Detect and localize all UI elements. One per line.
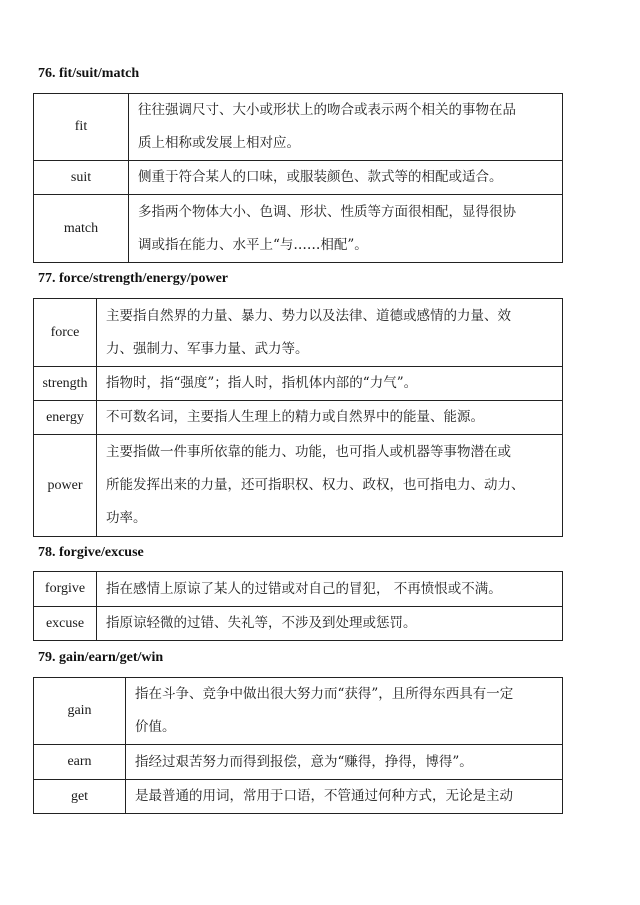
definition-line: 力、强制力、军事力量、武力等。: [106, 340, 309, 357]
table-row: [34, 745, 563, 780]
table-row: [34, 299, 563, 367]
definition-cell: [126, 780, 563, 814]
term-cell: force: [34, 299, 97, 367]
table-row: [34, 435, 563, 537]
definition-cell: [97, 572, 563, 607]
term-cell: strength: [34, 367, 97, 401]
definition-line: 质上相称或发展上相对应。: [138, 135, 300, 151]
term-cell: energy: [34, 401, 97, 435]
definition-cell: [97, 367, 563, 401]
table-row: [34, 780, 563, 814]
term-cell: match: [34, 195, 129, 263]
definition-line: 主要指自然界的力量、暴力、势力以及法律、道德或感情的力量、效: [106, 307, 511, 324]
definition-line: 指物时，指“强度”；指人时，指机体内部的“力气”。: [106, 375, 418, 391]
term-cell: gain: [34, 678, 126, 745]
definition-table: [33, 571, 563, 641]
table-row: [34, 401, 563, 435]
section-title: 76. fit/suit/match: [38, 66, 140, 81]
definition-cell: [126, 678, 563, 745]
definition-cell: [97, 607, 563, 641]
term-cell: suit: [34, 161, 129, 195]
section-title: 78. forgive/excuse: [38, 545, 144, 560]
definition-line: 指在感情上原谅了某人的过错或对自己的冒犯， 不再愤恨或不满。: [106, 580, 502, 597]
table-row: [34, 678, 563, 745]
term-cell: power: [34, 435, 97, 537]
definition-line: 价值。: [135, 719, 176, 735]
definition-cell: [97, 401, 563, 435]
definition-cell: [129, 161, 563, 195]
term-cell: fit: [34, 94, 129, 161]
definition-line: 多指两个物体大小、色调、形状、性质等方面很相配，显得很协: [138, 203, 516, 220]
definition-line: 往往强调尺寸、大小或形状上的吻合或表示两个相关的事物在品: [138, 102, 516, 118]
table-row: [34, 572, 563, 607]
definition-line: 不可数名词，主要指人生理上的精力或自然界中的能量、能源。: [106, 409, 484, 425]
term-cell: earn: [34, 745, 126, 780]
definition-line: 功率。: [106, 510, 147, 526]
table-row: [34, 195, 563, 263]
definition-cell: [129, 195, 563, 263]
definition-line: 是最普通的用词，常用于口语，不管通过何种方式，无论是主动: [135, 788, 513, 804]
section-title: 79. gain/earn/get/win: [38, 650, 164, 665]
definition-line: 指在斗争、竞争中做出很大努力而“获得”，且所得东西具有一定: [135, 686, 514, 702]
definition-line: 指原谅轻微的过错、失礼等，不涉及到处理或惩罚。: [106, 615, 417, 631]
table-row: [34, 607, 563, 641]
definition-cell: [126, 745, 563, 780]
term-cell: get: [34, 780, 126, 814]
table-row: [34, 367, 563, 401]
term-cell: forgive: [34, 572, 97, 607]
definition-cell: [97, 435, 563, 537]
definition-table: [33, 677, 563, 814]
table-row: [34, 161, 563, 195]
definition-line: 指经过艰苦努力而得到报偿，意为“赚得，挣得，博得”。: [135, 753, 473, 770]
term-cell: excuse: [34, 607, 97, 641]
definition-line: 主要指做一件事所依靠的能力、功能，也可指人或机器等事物潜在或: [106, 444, 511, 460]
definition-line: 侧重于符合某人的口味，或服装颜色、款式等的相配或适合。: [138, 169, 503, 185]
definition-table: [33, 93, 563, 263]
definition-cell: [129, 94, 563, 161]
definition-table: [33, 298, 563, 537]
definition-line: 调或指在能力、水平上“与……相配”。: [138, 236, 368, 253]
definition-cell: [97, 299, 563, 367]
table-row: [34, 94, 563, 161]
definition-line: 所能发挥出来的力量，还可指职权、权力、政权，也可指电力、动力、: [106, 477, 525, 493]
section-title: 77. force/strength/energy/power: [38, 271, 228, 286]
